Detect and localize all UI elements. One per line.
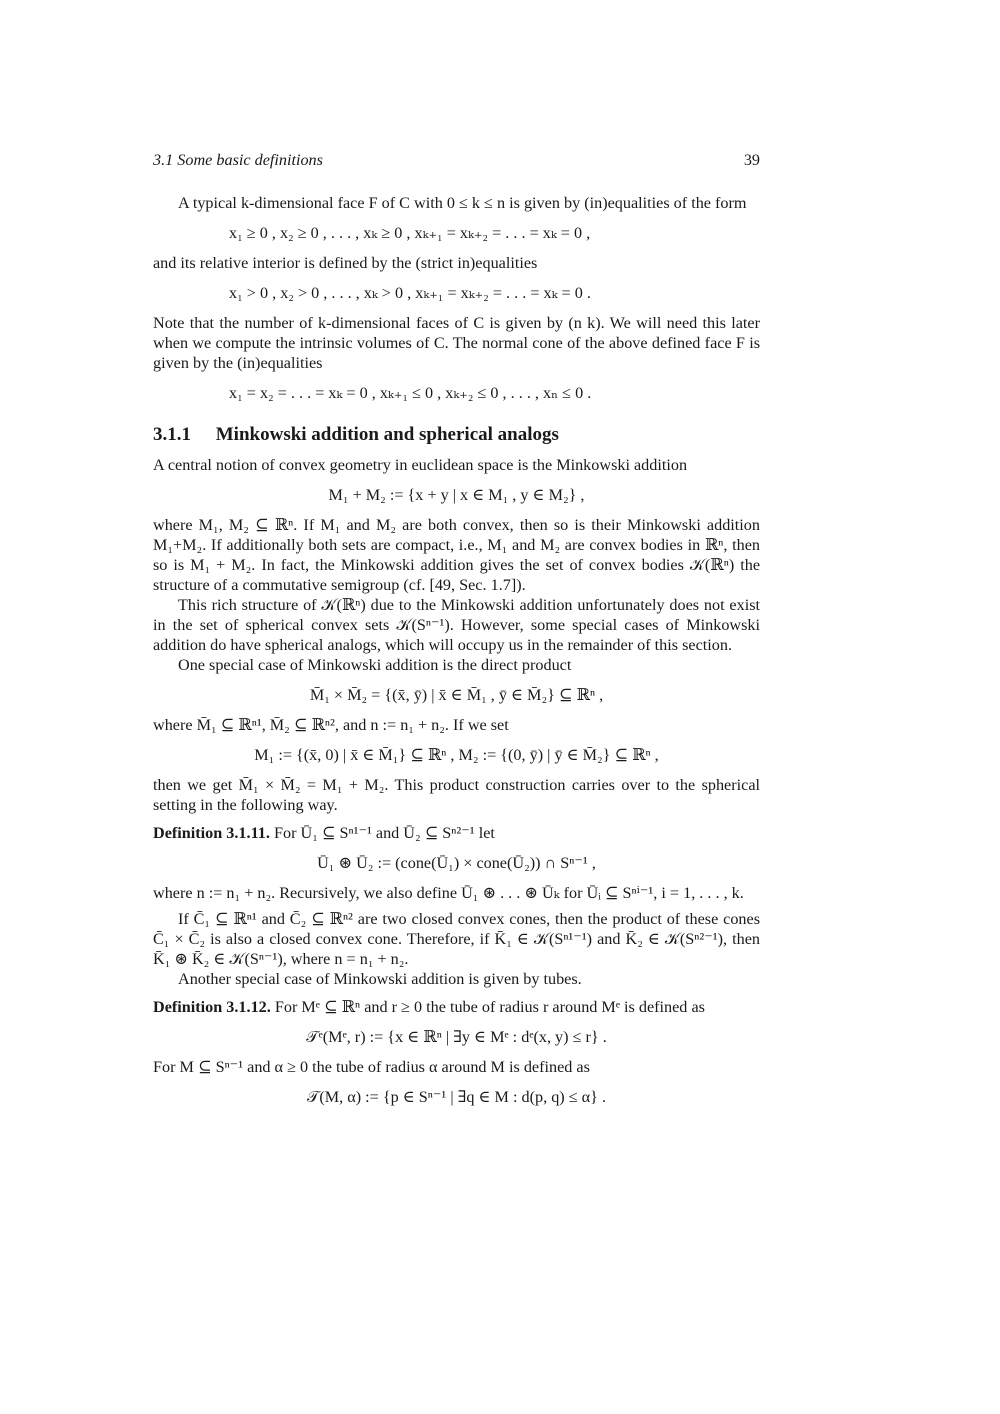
equation-direct-product: M̄₁ × M̄₂ = {(x̄, ȳ) | x̄ ∈ M̄₁ , ȳ ∈ M̄₂} ⊆ ℝⁿ , — [309, 686, 604, 704]
definition-3-1-11-text: For Ū₁ ⊆ Sⁿ¹⁻¹ and Ū₂ ⊆ Sⁿ²⁻¹ let — [273, 824, 495, 842]
paragraph-face-definition: A typical k-dimensional face F of C with 0 ≤ k ≤ n is given by (in)equalities of the form — [178, 194, 747, 212]
running-header — [153, 150, 760, 170]
equation-euclidean-tube: 𝒯ᵉ(Mᵉ, r) := {x ∈ ℝⁿ | ∃y ∈ Mᵉ : dᵉ(x, y) ≤ r} . — [306, 1028, 607, 1046]
paragraph-spherical-tube-intro: For M ⊆ Sⁿ⁻¹ and α ≥ 0 the tube of radius α around M is defined as — [153, 1058, 590, 1076]
paragraph-spherical-analogs: This rich structure of 𝒦(ℝⁿ) due to the Minkowski addition unfortunately does not exist in the set of spherical convex sets 𝒦(Sⁿ⁻¹). However, some special cases of Minkowski addition do have spherical analogs, which will occupy us in the remainder of this section. — [153, 596, 760, 654]
paragraph-relative-interior: and its relative interior is defined by the (strict in)equalities — [153, 254, 538, 272]
page-body — [153, 150, 760, 1117]
paragraph-direct-product-intro: One special case of Minkowski addition is the direct product — [178, 656, 572, 674]
equation-normal-cone: x₁ = x₂ = . . . = xₖ = 0 , xₖ₊₁ ≤ 0 , xₖ₊₂ ≤ 0 , . . . , xₙ ≤ 0 . — [229, 384, 592, 402]
equation-embedding: M₁ := {(x̄, 0) | x̄ ∈ M̄₁} ⊆ ℝⁿ , M₂ := {(0, ȳ) | ȳ ∈ M̄₂} ⊆ ℝⁿ , — [254, 746, 659, 764]
section-heading — [153, 425, 760, 445]
paragraph-recursive-definition: where n := n₁ + n₂. Recursively, we also define Ū₁ ⊛ . . . ⊛ Ūₖ for Ūᵢ ⊆ Sⁿⁱ⁻¹, i = 1, . . . , k. — [153, 884, 744, 902]
equation-minkowski-sum: M₁ + M₂ := {x + y | x ∈ M₁ , y ∈ M₂} , — [328, 486, 585, 504]
paragraph-normal-cone: Note that the number of k-dimensional faces of C is given by (n k). We will need this later when we compute the intrinsic volumes of C. The normal cone of the above defined face F is given by the (in)equalities — [153, 314, 760, 372]
definition-3-1-12 — [153, 997, 760, 1017]
running-header-section: 3.1 Some basic definitions — [153, 151, 323, 169]
equation-spherical-product: Ū₁ ⊛ Ū₂ := (cone(Ū₁) × cone(Ū₂)) ∩ Sⁿ⁻¹ , — [317, 854, 596, 872]
equation-spherical-tube: 𝒯(M, α) := {p ∈ Sⁿ⁻¹ | ∃q ∈ M : d(p, q) ≤ α} . — [306, 1088, 607, 1106]
equation-face: x₁ ≥ 0 , x₂ ≥ 0 , . . . , xₖ ≥ 0 , xₖ₊₁ = xₖ₊₂ = . . . = xₖ = 0 , — [229, 224, 591, 242]
definition-3-1-12-label: Definition 3.1.12. — [153, 998, 271, 1016]
paragraph-closed-cones: If C̄₁ ⊆ ℝⁿ¹ and C̄₂ ⊆ ℝⁿ² are two closed convex cones, then the product of these cones C̄₁ × C̄₂ is also a closed convex cone. Therefore, if K̄₁ ∈ 𝒦(Sⁿ¹⁻¹) and K̄₂ ∈ 𝒦(Sⁿ²⁻¹), then K̄₁ ⊛ K̄₂ ∈ 𝒦(Sⁿ⁻¹), where n = n₁ + n₂. — [153, 910, 760, 968]
section-number: 3.1.1 — [153, 424, 191, 445]
paragraph-direct-product-setup: where M̄₁ ⊆ ℝⁿ¹, M̄₂ ⊆ ℝⁿ², and n := n₁ + n₂. If we set — [153, 716, 509, 734]
paragraph-product-carries-over: then we get M̄₁ × M̄₂ = M₁ + M₂. This product construction carries over to the spherical setting in the following way. — [153, 776, 760, 814]
page-number: 39 — [743, 151, 760, 169]
definition-3-1-12-text: For Mᵉ ⊆ ℝⁿ and r ≥ 0 the tube of radius r around Mᵉ is defined as — [274, 998, 705, 1016]
equation-relative-interior: x₁ > 0 , x₂ > 0 , . . . , xₖ > 0 , xₖ₊₁ = xₖ₊₂ = . . . = xₖ = 0 . — [229, 284, 591, 302]
definition-3-1-11-label: Definition 3.1.11. — [153, 824, 270, 842]
definition-3-1-11 — [153, 823, 760, 843]
section-title: Minkowski addition and spherical analogs — [215, 424, 559, 445]
paragraph-minkowski-intro: A central notion of convex geometry in euclidean space is the Minkowski addition — [153, 456, 688, 474]
paragraph-convex-bodies: where M₁, M₂ ⊆ ℝⁿ. If M₁ and M₂ are both convex, then so is their Minkowski addition M₁+M₂. If additionally both sets are compact, i.e., M₁ and M₂ are convex bodies in ℝⁿ, then so is M₁ + M₂. In fact, the Minkowski addition gives the set of convex bodies 𝒦(ℝⁿ) the structure of a commutative semigroup (cf. [49, Sec. 1.7]). — [153, 516, 760, 594]
paragraph-tubes-intro: Another special case of Minkowski addition is given by tubes. — [178, 970, 582, 988]
